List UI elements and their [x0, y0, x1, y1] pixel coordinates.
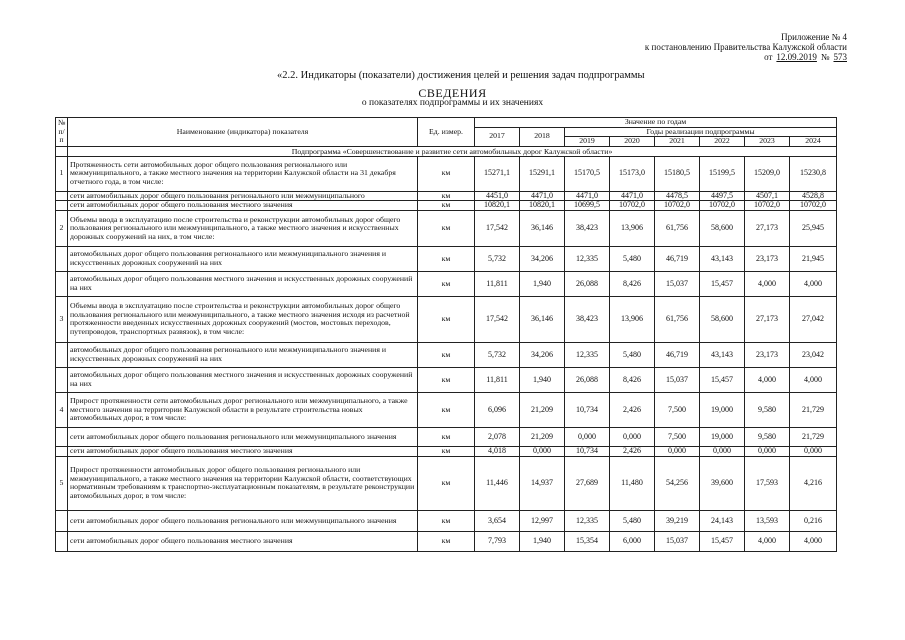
value-cell: 13,906 — [610, 296, 655, 342]
indicator-name: автомобильных дорог общего пользования регионального или межмуниципального значения и искусственных дорожных сооружений на них — [68, 246, 418, 271]
value-cell: 27,173 — [745, 296, 790, 342]
row-number — [56, 271, 68, 296]
value-cell: 10699,5 — [565, 201, 610, 211]
value-cell: 58,600 — [700, 296, 745, 342]
unit-cell: км — [418, 156, 475, 191]
document-subtitle: о показателях подпрограммы и их значениях — [361, 98, 544, 108]
value-cell: 13,906 — [610, 210, 655, 246]
value-cell: 4,000 — [790, 367, 837, 392]
value-cell: 15271,1 — [475, 156, 520, 191]
header-num: № п/п — [56, 118, 68, 147]
value-cell: 38,423 — [565, 296, 610, 342]
unit-cell: км — [418, 531, 475, 551]
header-year: 2018 — [520, 127, 565, 146]
row-number — [56, 367, 68, 392]
value-cell: 26,088 — [565, 271, 610, 296]
indicator-name: автомобильных дорог общего пользования местного значения и искусственных дорожных сооружений на них — [68, 367, 418, 392]
value-cell: 54,256 — [655, 456, 700, 510]
indicator-name: сети автомобильных дорог общего пользования регионального или межмуниципального значения — [68, 427, 418, 446]
value-cell: 5,732 — [475, 246, 520, 271]
header-year: 2023 — [745, 137, 790, 147]
value-cell: 10,734 — [565, 446, 610, 456]
row-number — [56, 191, 68, 201]
value-cell: 24,143 — [700, 510, 745, 531]
table-row — [56, 367, 837, 392]
appendix-header — [645, 32, 847, 62]
value-cell: 4471,0 — [565, 191, 610, 201]
value-cell: 4471,0 — [610, 191, 655, 201]
value-cell: 43,143 — [700, 246, 745, 271]
row-number: 1 — [56, 156, 68, 191]
value-cell: 4497,5 — [700, 191, 745, 201]
appendix-from: от — [764, 52, 773, 62]
unit-cell: км — [418, 201, 475, 211]
document-title: СВЕДЕНИЯ — [418, 86, 487, 100]
table-row — [56, 392, 837, 427]
value-cell: 4,216 — [790, 456, 837, 510]
value-cell: 4471,0 — [520, 191, 565, 201]
value-cell: 39,600 — [700, 456, 745, 510]
value-cell: 0,216 — [790, 510, 837, 531]
value-cell: 26,088 — [565, 367, 610, 392]
value-cell: 38,423 — [565, 210, 610, 246]
header-year: 2017 — [475, 127, 520, 146]
table-row — [56, 510, 837, 531]
value-cell: 19,000 — [700, 427, 745, 446]
appendix-resolution: к постановлению Правительства Калужской области — [644, 42, 847, 52]
value-cell: 0,000 — [610, 427, 655, 446]
table-row — [56, 446, 837, 456]
table-row — [56, 191, 837, 201]
value-cell: 10702,0 — [610, 201, 655, 211]
value-cell: 10702,0 — [655, 201, 700, 211]
row-number: 5 — [56, 456, 68, 510]
header-values-by-year: Значение по годам — [475, 118, 837, 128]
value-cell: 4451,0 — [475, 191, 520, 201]
indicator-name: сети автомобильных дорог общего пользования местного значения — [68, 446, 418, 456]
value-cell: 14,937 — [520, 456, 565, 510]
unit-cell: км — [418, 446, 475, 456]
value-cell: 10702,0 — [700, 201, 745, 211]
value-cell: 5,480 — [610, 342, 655, 367]
value-cell: 4528,8 — [790, 191, 837, 201]
value-cell: 17,542 — [475, 210, 520, 246]
value-cell: 25,945 — [790, 210, 837, 246]
value-cell: 4,000 — [790, 531, 837, 551]
unit-cell: км — [418, 191, 475, 201]
indicator-name: Объемы ввода в эксплуатацию после строительства и реконструкции автомобильных дорог общего пользования регионального или межмуниципального, а также местного значения исходя из расчетной протяженности введенных искусственных дорожных сооружений (мостов, мостовых переходов, путепроводов, транспортных развязок), в том числе: — [68, 296, 418, 342]
value-cell: 15,037 — [655, 271, 700, 296]
value-cell: 27,689 — [565, 456, 610, 510]
value-cell: 0,000 — [520, 446, 565, 456]
value-cell: 34,206 — [520, 342, 565, 367]
row-number: 3 — [56, 296, 68, 342]
value-cell: 2,426 — [610, 392, 655, 427]
unit-cell: км — [418, 510, 475, 531]
value-cell: 8,426 — [610, 367, 655, 392]
unit-cell: км — [418, 367, 475, 392]
value-cell: 4,000 — [745, 531, 790, 551]
value-cell: 0,000 — [790, 446, 837, 456]
value-cell: 21,729 — [790, 427, 837, 446]
value-cell: 21,209 — [520, 392, 565, 427]
row-number — [56, 427, 68, 446]
value-cell: 15180,5 — [655, 156, 700, 191]
value-cell: 21,209 — [520, 427, 565, 446]
unit-cell: км — [418, 456, 475, 510]
indicator-name: Прирост протяженности автомобильных дорог общего пользования регионального или межмуниципального, а также местного значения на территории Калужской области, соответствующих нормативным требованиям к транспортно-эксплуатационным показателям, в результате реконструкции автомобильных дорог, в том числе: — [68, 456, 418, 510]
value-cell: 21,729 — [790, 392, 837, 427]
value-cell: 61,756 — [655, 210, 700, 246]
section-title: «2.2. Индикаторы (показатели) достижения целей и решения задач подпрограммы — [277, 70, 645, 81]
value-cell: 10702,0 — [745, 201, 790, 211]
table-row — [56, 342, 837, 367]
value-cell: 6,096 — [475, 392, 520, 427]
value-cell: 10820,1 — [520, 201, 565, 211]
indicator-name: автомобильных дорог общего пользования местного значения и искусственных дорожных сооружений на них — [68, 271, 418, 296]
value-cell: 10,734 — [565, 392, 610, 427]
indicators-table — [55, 117, 837, 552]
unit-cell: км — [418, 210, 475, 246]
table-row — [56, 456, 837, 510]
indicator-name: сети автомобильных дорог общего пользования регионального или межмуниципального значения — [68, 510, 418, 531]
program-row-num — [56, 146, 68, 156]
value-cell: 2,078 — [475, 427, 520, 446]
row-number — [56, 510, 68, 531]
value-cell: 21,945 — [790, 246, 837, 271]
value-cell: 4,018 — [475, 446, 520, 456]
table-row — [56, 210, 837, 246]
row-number — [56, 531, 68, 551]
table-row — [56, 201, 837, 211]
value-cell: 4,000 — [745, 271, 790, 296]
row-number — [56, 342, 68, 367]
header-year: 2021 — [655, 137, 700, 147]
indicator-name: Объемы ввода в эксплуатацию после строительства и реконструкции автомобильных дорог общего пользования регионального или межмуниципального, а также местного значения и искусственных дорожных сооружений на них, в том числе: — [68, 210, 418, 246]
value-cell: 1,940 — [520, 367, 565, 392]
row-number — [56, 201, 68, 211]
value-cell: 4,000 — [790, 271, 837, 296]
row-number: 2 — [56, 210, 68, 246]
value-cell: 12,335 — [565, 246, 610, 271]
value-cell: 34,206 — [520, 246, 565, 271]
table-row — [56, 531, 837, 551]
appendix-number-sign: № — [820, 52, 830, 62]
value-cell: 15170,5 — [565, 156, 610, 191]
value-cell: 9,580 — [745, 427, 790, 446]
indicator-name: автомобильных дорог общего пользования регионального или межмуниципального значения и искусственных дорожных сооружений на них — [68, 342, 418, 367]
value-cell: 4,000 — [745, 367, 790, 392]
value-cell: 11,446 — [475, 456, 520, 510]
value-cell: 0,000 — [745, 446, 790, 456]
value-cell: 58,600 — [700, 210, 745, 246]
row-number — [56, 446, 68, 456]
indicator-name: сети автомобильных дорог общего пользования регионального или межмуниципального — [68, 191, 418, 201]
header-name: Наименование (индикатора) показателя — [68, 118, 418, 147]
value-cell: 13,593 — [745, 510, 790, 531]
value-cell: 17,593 — [745, 456, 790, 510]
value-cell: 23,173 — [745, 246, 790, 271]
value-cell: 5,732 — [475, 342, 520, 367]
value-cell: 11,480 — [610, 456, 655, 510]
value-cell: 12,335 — [565, 510, 610, 531]
header-year: 2019 — [565, 137, 610, 147]
value-cell: 15,457 — [700, 531, 745, 551]
unit-cell: км — [418, 296, 475, 342]
value-cell: 17,542 — [475, 296, 520, 342]
value-cell: 6,000 — [610, 531, 655, 551]
value-cell: 15,354 — [565, 531, 610, 551]
value-cell: 27,042 — [790, 296, 837, 342]
indicator-name: сети автомобильных дорог общего пользования местного значения — [68, 201, 418, 211]
value-cell: 36,146 — [520, 296, 565, 342]
value-cell: 15,037 — [655, 531, 700, 551]
value-cell: 4507,1 — [745, 191, 790, 201]
unit-cell: км — [418, 392, 475, 427]
table-row — [56, 156, 837, 191]
unit-cell: км — [418, 246, 475, 271]
value-cell: 61,756 — [655, 296, 700, 342]
value-cell: 7,500 — [655, 392, 700, 427]
table-row — [56, 427, 837, 446]
value-cell: 43,143 — [700, 342, 745, 367]
header-year: 2020 — [610, 137, 655, 147]
value-cell: 23,042 — [790, 342, 837, 367]
table-row — [56, 271, 837, 296]
value-cell: 5,480 — [610, 510, 655, 531]
row-number: 4 — [56, 392, 68, 427]
value-cell: 46,719 — [655, 342, 700, 367]
value-cell: 0,000 — [655, 446, 700, 456]
value-cell: 15,457 — [700, 367, 745, 392]
value-cell: 7,793 — [475, 531, 520, 551]
value-cell: 1,940 — [520, 531, 565, 551]
value-cell: 0,000 — [565, 427, 610, 446]
indicator-name: сети автомобильных дорог общего пользования местного значения — [68, 531, 418, 551]
value-cell: 46,719 — [655, 246, 700, 271]
value-cell: 8,426 — [610, 271, 655, 296]
value-cell: 10820,1 — [475, 201, 520, 211]
appendix-number: 573 — [833, 52, 847, 62]
value-cell: 15209,0 — [745, 156, 790, 191]
program-row: Подпрограмма «Совершенствование и развитие сети автомобильных дорог Калужской области» — [68, 146, 837, 156]
value-cell: 3,654 — [475, 510, 520, 531]
header-year: 2022 — [700, 137, 745, 147]
value-cell: 9,580 — [745, 392, 790, 427]
unit-cell: км — [418, 427, 475, 446]
unit-cell: км — [418, 271, 475, 296]
value-cell: 4478,5 — [655, 191, 700, 201]
indicator-name: Протяженность сети автомобильных дорог общего пользования регионального или межмуниципального, а также местного значения на территории Калужской области на 31 декабря отчетного года, в том числе: — [68, 156, 418, 191]
header-implementation-years: Годы реализации подпрограммы — [565, 127, 837, 137]
header-year: 2024 — [790, 137, 837, 147]
value-cell: 12,997 — [520, 510, 565, 531]
row-number — [56, 246, 68, 271]
value-cell: 15173,0 — [610, 156, 655, 191]
value-cell: 12,335 — [565, 342, 610, 367]
value-cell: 39,219 — [655, 510, 700, 531]
appendix-date: 12.09.2019 — [776, 52, 817, 62]
appendix-label: Приложение № 4 — [781, 32, 847, 42]
appendix-date-line — [645, 52, 847, 62]
value-cell: 11,811 — [475, 271, 520, 296]
header-unit: Ед. измер. — [418, 118, 475, 147]
value-cell: 19,000 — [700, 392, 745, 427]
value-cell: 2,426 — [610, 446, 655, 456]
indicator-name: Прирост протяженности сети автомобильных дорог регионального или межмуниципального, а также местного значения на территории Калужской области в результате строительства новых автомобильных дорог, в том числе: — [68, 392, 418, 427]
value-cell: 15,037 — [655, 367, 700, 392]
value-cell: 15230,8 — [790, 156, 837, 191]
unit-cell: км — [418, 342, 475, 367]
value-cell: 0,000 — [700, 446, 745, 456]
value-cell: 11,811 — [475, 367, 520, 392]
table-row — [56, 246, 837, 271]
value-cell: 36,146 — [520, 210, 565, 246]
value-cell: 7,500 — [655, 427, 700, 446]
value-cell: 15291,1 — [520, 156, 565, 191]
value-cell: 15199,5 — [700, 156, 745, 191]
value-cell: 10702,0 — [790, 201, 837, 211]
table-row — [56, 296, 837, 342]
value-cell: 27,173 — [745, 210, 790, 246]
value-cell: 5,480 — [610, 246, 655, 271]
value-cell: 23,173 — [745, 342, 790, 367]
value-cell: 15,457 — [700, 271, 745, 296]
value-cell: 1,940 — [520, 271, 565, 296]
